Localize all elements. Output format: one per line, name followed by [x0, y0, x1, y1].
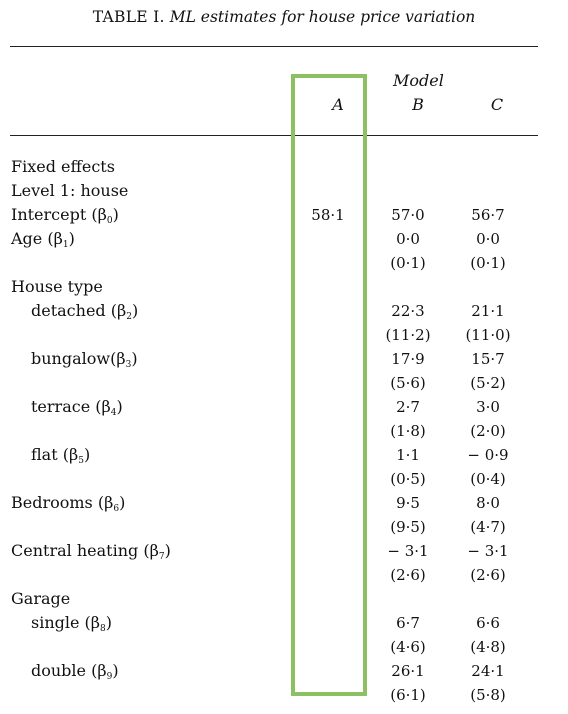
row-label: single $(\beta_8)$: [31, 613, 113, 634]
row-label: detached $(\beta_2)$: [31, 301, 139, 322]
column-header-a: A: [332, 95, 344, 114]
table-cell-b: (5·6): [390, 374, 426, 392]
row-label: flat $(\beta_5)$: [31, 445, 91, 466]
table-cell-b: 9·5: [396, 494, 420, 512]
table-cell-b: (0·5): [390, 470, 426, 488]
row-label: Garage: [11, 589, 71, 608]
table-cell-b: 2·7: [396, 398, 420, 416]
row-label: Bedrooms $(\beta_6)$: [11, 493, 126, 514]
row-label: $bungalow(\beta_3)$: [31, 349, 138, 370]
table-cell-b: 0·0: [396, 230, 420, 248]
table-cell-c: (4·8): [470, 638, 506, 656]
table-cell-c: 21·1: [471, 302, 505, 320]
table-cell-b: 26·1: [391, 662, 425, 680]
table-cell-b: − 3·1: [387, 542, 429, 560]
table-cell-c: 6·6: [476, 614, 500, 632]
beta-subscript: 5: [78, 456, 84, 466]
model-header: Model: [393, 71, 444, 90]
table-cell-c: 56·7: [471, 206, 505, 224]
column-header-b: B: [412, 95, 424, 114]
row-label: Intercept $(\beta_0)$: [11, 205, 119, 226]
table-cell-c: (11·0): [465, 326, 511, 344]
row-label: House type: [11, 277, 103, 296]
column-header-c: C: [490, 95, 504, 114]
table-cell-b: 6·7: [396, 614, 420, 632]
table-cell-b: 22·3: [391, 302, 425, 320]
row-label: Central heating $(\beta_7)$: [11, 541, 171, 562]
header-rule: [10, 135, 538, 136]
row-label: Age $(\beta_1)$: [11, 229, 75, 250]
table-cell-b: (6·1): [390, 686, 426, 704]
table-cell-c: 3·0: [476, 398, 500, 416]
table-cell-b: 57·0: [391, 206, 425, 224]
table-cell-c: 15·7: [471, 350, 505, 368]
beta-subscript: 0: [106, 216, 113, 226]
table-number: TABLE I.: [92, 8, 165, 26]
table-cell-c: − 3·1: [467, 542, 509, 560]
beta-subscript: 6: [113, 504, 120, 514]
row-label: Fixed effects: [11, 157, 115, 176]
table-cell-a: 58·1: [311, 206, 345, 224]
beta-subscript: 9: [106, 672, 113, 682]
table-cell-c: (0·1): [470, 254, 506, 272]
table-cell-b: (1·8): [390, 422, 426, 440]
table-cell-c: 24·1: [471, 662, 505, 680]
table-cell-b: 17·9: [391, 350, 425, 368]
table-cell-c: 0·0: [476, 230, 500, 248]
table-cell-c: (4·7): [470, 518, 506, 536]
table-cell-c: − 0·9: [467, 446, 509, 464]
table-title: [0, 8, 568, 26]
beta-subscript: 8: [100, 624, 106, 634]
beta-subscript: 2: [126, 312, 132, 322]
row-label: terrace $(\beta_4)$: [31, 397, 123, 418]
beta-subscript: 4: [110, 408, 117, 418]
row-label: double $(\beta_9)$: [31, 661, 119, 682]
table-cell-b: (9·5): [390, 518, 426, 536]
top-rule: [10, 46, 538, 47]
beta-subscript: 1: [62, 240, 69, 250]
table-cell-b: (0·1): [390, 254, 426, 272]
table-cell-b: (11·2): [385, 326, 431, 344]
table-cell-b: 1·1: [396, 446, 420, 464]
table-cell-c: (0·4): [470, 470, 506, 488]
table-caption: ML estimates for house price variation: [169, 8, 476, 26]
table-cell-c: (2·6): [470, 566, 506, 584]
row-label: Level 1: house: [11, 181, 129, 200]
table-cell-c: (5·2): [470, 374, 506, 392]
beta-subscript: 3: [125, 360, 132, 370]
column-a-highlight-box: [291, 74, 367, 696]
table-cell-c: (5·8): [470, 686, 506, 704]
table-cell-c: 8·0: [476, 494, 500, 512]
beta-subscript: 7: [158, 552, 165, 562]
table-cell-b: (2·6): [390, 566, 426, 584]
table-cell-c: (2·0): [470, 422, 506, 440]
table-cell-b: (4·6): [390, 638, 426, 656]
